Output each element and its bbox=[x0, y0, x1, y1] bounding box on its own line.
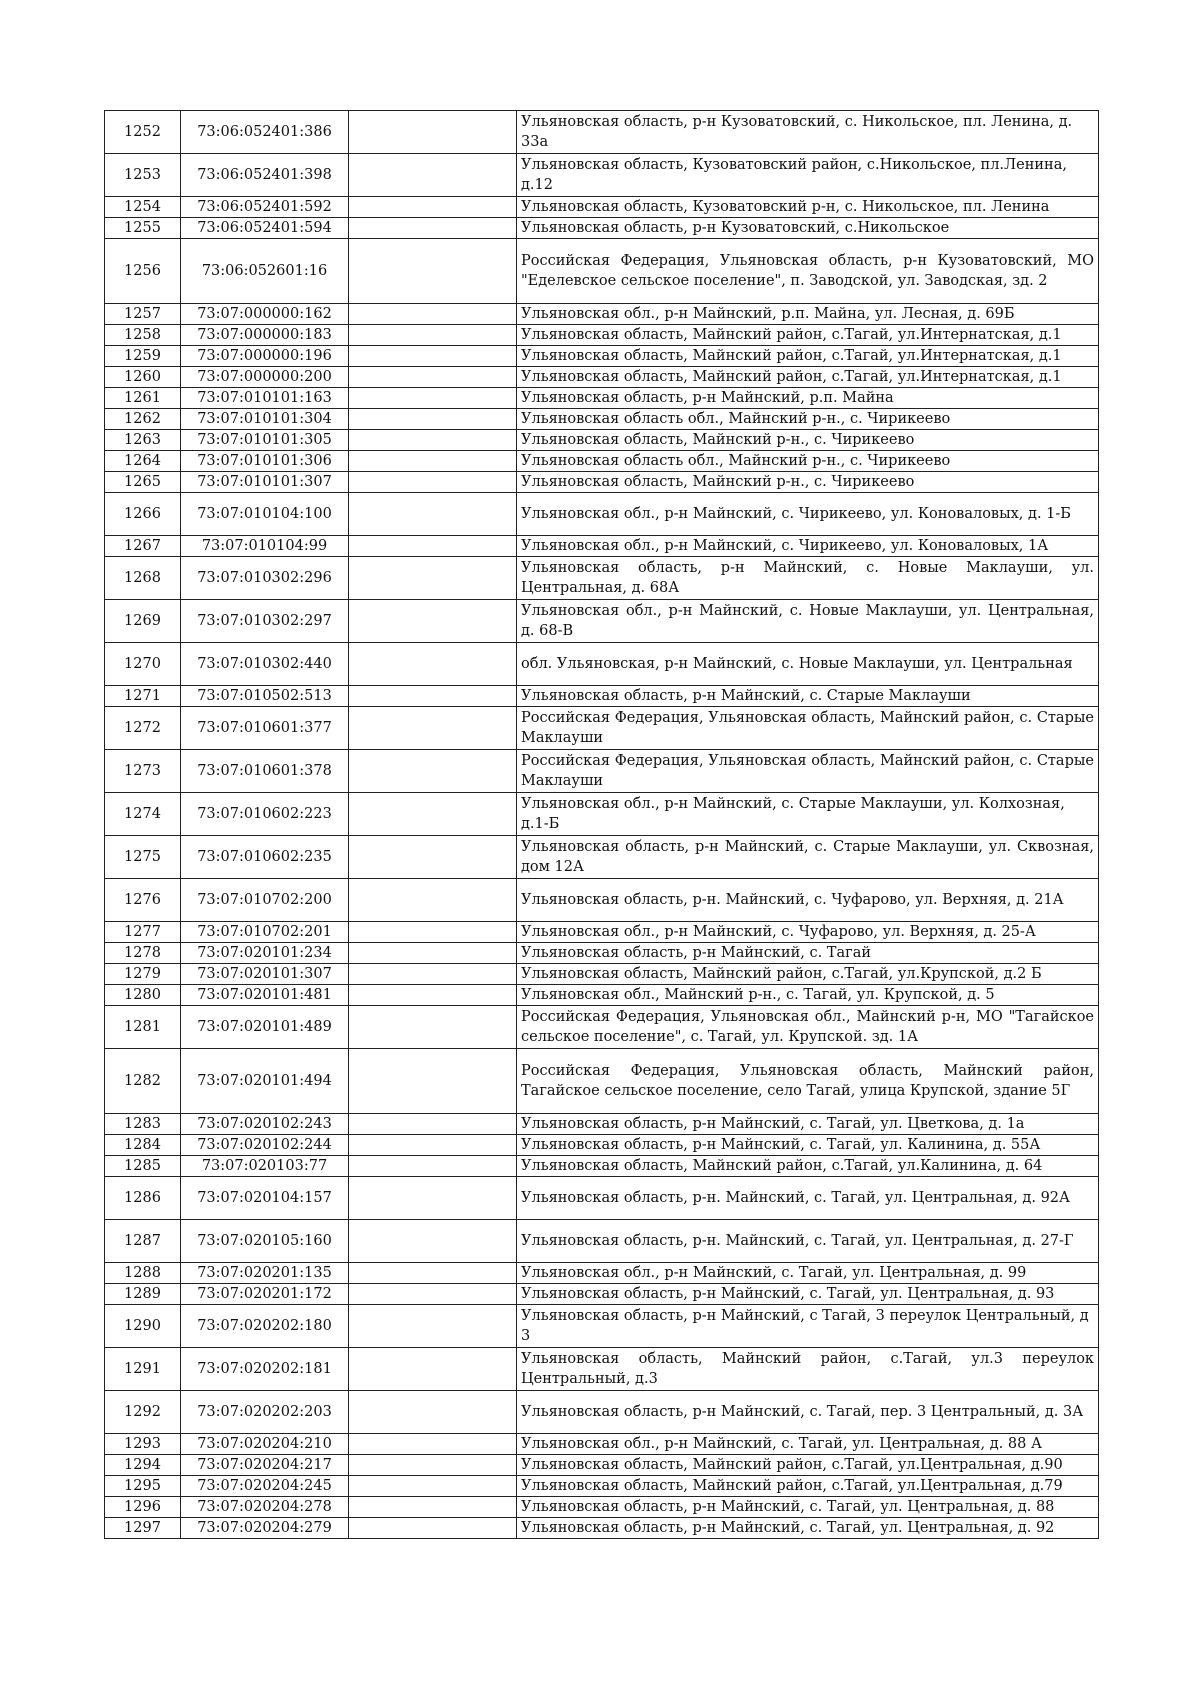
empty-column-cell bbox=[349, 197, 517, 218]
table-row bbox=[105, 879, 1099, 922]
empty-column-cell bbox=[349, 1135, 517, 1156]
address-cell: Ульяновская область, р-н Майнский, с. Новые Маклауши, ул. Центральная, д. 68А bbox=[517, 557, 1099, 600]
address-cell: Ульяновская область, р-н Майнский, с. Тагай, ул. Центральная, д. 93 bbox=[517, 1284, 1099, 1305]
empty-column-cell bbox=[349, 793, 517, 836]
address-cell: Ульяновская область, р-н Майнский, с. Старые Маклауши, ул. Сквозная, дом 12А bbox=[517, 836, 1099, 879]
empty-column-cell bbox=[349, 1156, 517, 1177]
row-number-cell: 1256 bbox=[105, 239, 181, 304]
cadastral-number-cell: 73:07:020202:180 bbox=[181, 1305, 349, 1348]
empty-column-cell bbox=[349, 1455, 517, 1476]
cadastral-number-cell: 73:07:020204:245 bbox=[181, 1476, 349, 1497]
address-cell: Ульяновская область, Майнский р-н., с. Чирикеево bbox=[517, 430, 1099, 451]
address-cell: обл. Ульяновская, р-н Майнский, с. Новые Маклауши, ул. Центральная bbox=[517, 643, 1099, 686]
table-row bbox=[105, 1455, 1099, 1476]
row-number-cell: 1254 bbox=[105, 197, 181, 218]
address-cell: Российская Федерация, Ульяновская обл., Майнский р-н, МО "Тагайское сельское поселение", с. Тагай, ул. Крупской. зд. 1А bbox=[517, 1006, 1099, 1049]
row-number-cell: 1259 bbox=[105, 346, 181, 367]
table-row bbox=[105, 750, 1099, 793]
row-number-cell: 1257 bbox=[105, 304, 181, 325]
empty-column-cell bbox=[349, 1220, 517, 1263]
address-cell: Ульяновская область, р-н Майнский, р.п. Майна bbox=[517, 388, 1099, 409]
cadastral-number-cell: 73:07:020101:494 bbox=[181, 1049, 349, 1114]
table-row bbox=[105, 346, 1099, 367]
address-cell: Ульяновская обл., р-н Майнский, с. Тагай, ул. Центральная, д. 88 А bbox=[517, 1434, 1099, 1455]
table-row bbox=[105, 493, 1099, 536]
empty-column-cell bbox=[349, 879, 517, 922]
address-cell: Ульяновская область обл., Майнский р-н., с. Чирикеево bbox=[517, 451, 1099, 472]
empty-column-cell bbox=[349, 1177, 517, 1220]
address-cell: Ульяновская область, р-н Майнский, с. Тагай, ул. Центральная, д. 92 bbox=[517, 1518, 1099, 1539]
table-row bbox=[105, 197, 1099, 218]
row-number-cell: 1297 bbox=[105, 1518, 181, 1539]
table-row bbox=[105, 557, 1099, 600]
address-cell: Ульяновская обл., р-н Майнский, р.п. Майна, ул. Лесная, д. 69Б bbox=[517, 304, 1099, 325]
empty-column-cell bbox=[349, 536, 517, 557]
address-cell: Ульяновская область, р-н. Майнский, с. Тагай, ул. Центральная, д. 27-Г bbox=[517, 1220, 1099, 1263]
cadastral-number-cell: 73:07:020204:217 bbox=[181, 1455, 349, 1476]
table-row bbox=[105, 218, 1099, 239]
empty-column-cell bbox=[349, 1263, 517, 1284]
cadastral-number-cell: 73:07:020201:172 bbox=[181, 1284, 349, 1305]
table-row bbox=[105, 1518, 1099, 1539]
empty-column-cell bbox=[349, 388, 517, 409]
table-row bbox=[105, 111, 1099, 154]
empty-column-cell bbox=[349, 600, 517, 643]
empty-column-cell bbox=[349, 218, 517, 239]
row-number-cell: 1277 bbox=[105, 922, 181, 943]
table-row bbox=[105, 793, 1099, 836]
empty-column-cell bbox=[349, 836, 517, 879]
row-number-cell: 1288 bbox=[105, 1263, 181, 1284]
table-row bbox=[105, 1006, 1099, 1049]
empty-column-cell bbox=[349, 1305, 517, 1348]
cadastral-number-cell: 73:07:010601:377 bbox=[181, 707, 349, 750]
cadastral-number-cell: 73:07:010602:223 bbox=[181, 793, 349, 836]
row-number-cell: 1289 bbox=[105, 1284, 181, 1305]
cadastral-number-cell: 73:07:000000:200 bbox=[181, 367, 349, 388]
empty-column-cell bbox=[349, 154, 517, 197]
address-cell: Ульяновская область, р-н Майнский, с. Тагай, ул. Центральная, д. 88 bbox=[517, 1497, 1099, 1518]
empty-column-cell bbox=[349, 985, 517, 1006]
cadastral-number-cell: 73:06:052401:592 bbox=[181, 197, 349, 218]
cadastral-number-cell: 73:07:020101:489 bbox=[181, 1006, 349, 1049]
table-row bbox=[105, 985, 1099, 1006]
cadastral-number-cell: 73:07:010702:201 bbox=[181, 922, 349, 943]
empty-column-cell bbox=[349, 1391, 517, 1434]
document-page bbox=[104, 110, 1098, 1539]
address-cell: Ульяновская область, Майнский р-н., с. Чирикеево bbox=[517, 472, 1099, 493]
table-row bbox=[105, 451, 1099, 472]
cadastral-number-cell: 73:07:010302:297 bbox=[181, 600, 349, 643]
table-row bbox=[105, 325, 1099, 346]
register-table-body bbox=[105, 111, 1099, 1539]
empty-column-cell bbox=[349, 1434, 517, 1455]
address-cell: Ульяновская область, Майнский район, с.Тагай, ул.Интернатская, д.1 bbox=[517, 346, 1099, 367]
row-number-cell: 1272 bbox=[105, 707, 181, 750]
table-row bbox=[105, 1391, 1099, 1434]
row-number-cell: 1267 bbox=[105, 536, 181, 557]
empty-column-cell bbox=[349, 346, 517, 367]
address-cell: Ульяновская обл., р-н Майнский, с. Чуфарово, ул. Верхняя, д. 25-А bbox=[517, 922, 1099, 943]
address-cell: Ульяновская обл., р-н Майнский, с. Чирикеево, ул. Коноваловых, д. 1-Б bbox=[517, 493, 1099, 536]
address-cell: Ульяновская область, р-н. Майнский, с. Чуфарово, ул. Верхняя, д. 21А bbox=[517, 879, 1099, 922]
row-number-cell: 1287 bbox=[105, 1220, 181, 1263]
cadastral-number-cell: 73:07:010702:200 bbox=[181, 879, 349, 922]
property-register-table bbox=[104, 110, 1099, 1539]
cadastral-number-cell: 73:07:010104:99 bbox=[181, 536, 349, 557]
table-row bbox=[105, 943, 1099, 964]
address-cell: Ульяновская область, Майнский район, с.Тагай, ул.Центральная, д.90 bbox=[517, 1455, 1099, 1476]
table-row bbox=[105, 686, 1099, 707]
row-number-cell: 1270 bbox=[105, 643, 181, 686]
row-number-cell: 1279 bbox=[105, 964, 181, 985]
row-number-cell: 1292 bbox=[105, 1391, 181, 1434]
table-row bbox=[105, 367, 1099, 388]
cadastral-number-cell: 73:06:052401:594 bbox=[181, 218, 349, 239]
address-cell: Ульяновская обл., р-н Майнский, с. Новые Маклауши, ул. Центральная, д. 68-В bbox=[517, 600, 1099, 643]
table-row bbox=[105, 1114, 1099, 1135]
address-cell: Ульяновская область, Майнский район, с.Тагай, ул.Крупской, д.2 Б bbox=[517, 964, 1099, 985]
table-row bbox=[105, 536, 1099, 557]
table-row bbox=[105, 643, 1099, 686]
address-cell: Ульяновская область, р-н Майнский, с Тагай, 3 переулок Центральный, д 3 bbox=[517, 1305, 1099, 1348]
cadastral-number-cell: 73:07:020102:244 bbox=[181, 1135, 349, 1156]
row-number-cell: 1260 bbox=[105, 367, 181, 388]
table-row bbox=[105, 1135, 1099, 1156]
row-number-cell: 1282 bbox=[105, 1049, 181, 1114]
row-number-cell: 1271 bbox=[105, 686, 181, 707]
empty-column-cell bbox=[349, 922, 517, 943]
empty-column-cell bbox=[349, 111, 517, 154]
row-number-cell: 1291 bbox=[105, 1348, 181, 1391]
table-row bbox=[105, 1156, 1099, 1177]
cadastral-number-cell: 73:07:010101:306 bbox=[181, 451, 349, 472]
row-number-cell: 1278 bbox=[105, 943, 181, 964]
empty-column-cell bbox=[349, 750, 517, 793]
row-number-cell: 1273 bbox=[105, 750, 181, 793]
table-row bbox=[105, 430, 1099, 451]
table-row bbox=[105, 1476, 1099, 1497]
row-number-cell: 1255 bbox=[105, 218, 181, 239]
cadastral-number-cell: 73:07:020204:210 bbox=[181, 1434, 349, 1455]
empty-column-cell bbox=[349, 707, 517, 750]
address-cell: Ульяновская область, Майнский район, с.Тагай, ул.Центральная, д.79 bbox=[517, 1476, 1099, 1497]
row-number-cell: 1268 bbox=[105, 557, 181, 600]
table-row bbox=[105, 600, 1099, 643]
empty-column-cell bbox=[349, 686, 517, 707]
row-number-cell: 1283 bbox=[105, 1114, 181, 1135]
row-number-cell: 1265 bbox=[105, 472, 181, 493]
row-number-cell: 1295 bbox=[105, 1476, 181, 1497]
address-cell: Ульяновская область, р-н Майнский, с. Тагай, ул. Калинина, д. 55А bbox=[517, 1135, 1099, 1156]
table-row bbox=[105, 1497, 1099, 1518]
row-number-cell: 1285 bbox=[105, 1156, 181, 1177]
cadastral-number-cell: 73:07:000000:183 bbox=[181, 325, 349, 346]
empty-column-cell bbox=[349, 367, 517, 388]
address-cell: Ульяновская область, Майнский район, с.Тагай, ул.Интернатская, д.1 bbox=[517, 367, 1099, 388]
table-row bbox=[105, 1284, 1099, 1305]
cadastral-number-cell: 73:07:000000:162 bbox=[181, 304, 349, 325]
empty-column-cell bbox=[349, 325, 517, 346]
address-cell: Российская Федерация, Ульяновская область, р-н Кузоватовский, МО "Еделевское сельское поселение", п. Заводской, ул. Заводская, зд. 2 bbox=[517, 239, 1099, 304]
row-number-cell: 1274 bbox=[105, 793, 181, 836]
cadastral-number-cell: 73:07:020101:307 bbox=[181, 964, 349, 985]
row-number-cell: 1258 bbox=[105, 325, 181, 346]
row-number-cell: 1286 bbox=[105, 1177, 181, 1220]
table-row bbox=[105, 1434, 1099, 1455]
row-number-cell: 1293 bbox=[105, 1434, 181, 1455]
row-number-cell: 1266 bbox=[105, 493, 181, 536]
cadastral-number-cell: 73:06:052401:398 bbox=[181, 154, 349, 197]
cadastral-number-cell: 73:07:010101:307 bbox=[181, 472, 349, 493]
cadastral-number-cell: 73:07:010101:163 bbox=[181, 388, 349, 409]
empty-column-cell bbox=[349, 451, 517, 472]
cadastral-number-cell: 73:07:010104:100 bbox=[181, 493, 349, 536]
cadastral-number-cell: 73:07:020102:243 bbox=[181, 1114, 349, 1135]
empty-column-cell bbox=[349, 409, 517, 430]
empty-column-cell bbox=[349, 557, 517, 600]
empty-column-cell bbox=[349, 1497, 517, 1518]
empty-column-cell bbox=[349, 1348, 517, 1391]
table-row bbox=[105, 239, 1099, 304]
row-number-cell: 1264 bbox=[105, 451, 181, 472]
table-row bbox=[105, 836, 1099, 879]
cadastral-number-cell: 73:07:010502:513 bbox=[181, 686, 349, 707]
cadastral-number-cell: 73:07:010101:304 bbox=[181, 409, 349, 430]
address-cell: Российская Федерация, Ульяновская область, Майнский район, с. Старые Маклауши bbox=[517, 707, 1099, 750]
table-row bbox=[105, 154, 1099, 197]
table-row bbox=[105, 1305, 1099, 1348]
table-row bbox=[105, 1220, 1099, 1263]
empty-column-cell bbox=[349, 1006, 517, 1049]
address-cell: Ульяновская область, Майнский район, с.Тагай, ул.Интернатская, д.1 bbox=[517, 325, 1099, 346]
row-number-cell: 1281 bbox=[105, 1006, 181, 1049]
table-row bbox=[105, 1263, 1099, 1284]
cadastral-number-cell: 73:07:020201:135 bbox=[181, 1263, 349, 1284]
address-cell: Российская Федерация, Ульяновская область, Майнский район, Тагайское сельское поселение, село Тагай, улица Крупской, здание 5Г bbox=[517, 1049, 1099, 1114]
cadastral-number-cell: 73:07:020101:481 bbox=[181, 985, 349, 1006]
cadastral-number-cell: 73:07:020204:278 bbox=[181, 1497, 349, 1518]
empty-column-cell bbox=[349, 964, 517, 985]
empty-column-cell bbox=[349, 1114, 517, 1135]
cadastral-number-cell: 73:07:000000:196 bbox=[181, 346, 349, 367]
row-number-cell: 1269 bbox=[105, 600, 181, 643]
cadastral-number-cell: 73:07:020101:234 bbox=[181, 943, 349, 964]
empty-column-cell bbox=[349, 1049, 517, 1114]
empty-column-cell bbox=[349, 430, 517, 451]
address-cell: Ульяновская область, р-н Майнский, с. Тагай bbox=[517, 943, 1099, 964]
table-row bbox=[105, 922, 1099, 943]
cadastral-number-cell: 73:07:010302:440 bbox=[181, 643, 349, 686]
empty-column-cell bbox=[349, 1284, 517, 1305]
address-cell: Ульяновская область, Майнский район, с.Тагай, ул.3 переулок Центральный, д.3 bbox=[517, 1348, 1099, 1391]
empty-column-cell bbox=[349, 943, 517, 964]
table-row bbox=[105, 1049, 1099, 1114]
empty-column-cell bbox=[349, 643, 517, 686]
address-cell: Ульяновская область обл., Майнский р-н., с. Чирикеево bbox=[517, 409, 1099, 430]
cadastral-number-cell: 73:07:020202:203 bbox=[181, 1391, 349, 1434]
address-cell: Ульяновская область, р-н Майнский, с. Тагай, ул. Цветкова, д. 1а bbox=[517, 1114, 1099, 1135]
row-number-cell: 1290 bbox=[105, 1305, 181, 1348]
table-row bbox=[105, 304, 1099, 325]
empty-column-cell bbox=[349, 239, 517, 304]
row-number-cell: 1263 bbox=[105, 430, 181, 451]
cadastral-number-cell: 73:07:020104:157 bbox=[181, 1177, 349, 1220]
table-row bbox=[105, 1348, 1099, 1391]
empty-column-cell bbox=[349, 304, 517, 325]
cadastral-number-cell: 73:07:020105:160 bbox=[181, 1220, 349, 1263]
empty-column-cell bbox=[349, 1518, 517, 1539]
address-cell: Ульяновская область, р-н Майнский, с. Тагай, пер. 3 Центральный, д. 3А bbox=[517, 1391, 1099, 1434]
row-number-cell: 1294 bbox=[105, 1455, 181, 1476]
row-number-cell: 1276 bbox=[105, 879, 181, 922]
empty-column-cell bbox=[349, 493, 517, 536]
cadastral-number-cell: 73:07:020103:77 bbox=[181, 1156, 349, 1177]
cadastral-number-cell: 73:07:010101:305 bbox=[181, 430, 349, 451]
table-row bbox=[105, 1177, 1099, 1220]
address-cell: Ульяновская область, Майнский район, с.Тагай, ул.Калинина, д. 64 bbox=[517, 1156, 1099, 1177]
row-number-cell: 1280 bbox=[105, 985, 181, 1006]
address-cell: Ульяновская область, р-н Кузоватовский, с. Никольское, пл. Ленина, д. 33а bbox=[517, 111, 1099, 154]
address-cell: Ульяновская область, р-н Майнский, с. Старые Маклауши bbox=[517, 686, 1099, 707]
address-cell: Ульяновская обл., р-н Майнский, с. Чирикеево, ул. Коноваловых, 1А bbox=[517, 536, 1099, 557]
table-row bbox=[105, 707, 1099, 750]
cadastral-number-cell: 73:06:052401:386 bbox=[181, 111, 349, 154]
cadastral-number-cell: 73:07:010601:378 bbox=[181, 750, 349, 793]
address-cell: Ульяновская обл., р-н Майнский, с. Тагай, ул. Центральная, д. 99 bbox=[517, 1263, 1099, 1284]
empty-column-cell bbox=[349, 472, 517, 493]
table-row bbox=[105, 964, 1099, 985]
cadastral-number-cell: 73:07:010602:235 bbox=[181, 836, 349, 879]
cadastral-number-cell: 73:07:020204:279 bbox=[181, 1518, 349, 1539]
cadastral-number-cell: 73:06:052601:16 bbox=[181, 239, 349, 304]
table-row bbox=[105, 409, 1099, 430]
row-number-cell: 1253 bbox=[105, 154, 181, 197]
row-number-cell: 1284 bbox=[105, 1135, 181, 1156]
address-cell: Ульяновская обл., р-н Майнский, с. Старые Маклауши, ул. Колхозная, д.1-Б bbox=[517, 793, 1099, 836]
address-cell: Российская Федерация, Ульяновская область, Майнский район, с. Старые Маклауши bbox=[517, 750, 1099, 793]
cadastral-number-cell: 73:07:010302:296 bbox=[181, 557, 349, 600]
row-number-cell: 1296 bbox=[105, 1497, 181, 1518]
row-number-cell: 1252 bbox=[105, 111, 181, 154]
table-row bbox=[105, 472, 1099, 493]
empty-column-cell bbox=[349, 1476, 517, 1497]
address-cell: Ульяновская область, Кузоватовский район, с.Никольское, пл.Ленина, д.12 bbox=[517, 154, 1099, 197]
cadastral-number-cell: 73:07:020202:181 bbox=[181, 1348, 349, 1391]
address-cell: Ульяновская область, р-н Кузоватовский, с.Никольское bbox=[517, 218, 1099, 239]
address-cell: Ульяновская область, Кузоватовский р-н, с. Никольское, пл. Ленина bbox=[517, 197, 1099, 218]
address-cell: Ульяновская область, р-н. Майнский, с. Тагай, ул. Центральная, д. 92А bbox=[517, 1177, 1099, 1220]
row-number-cell: 1275 bbox=[105, 836, 181, 879]
row-number-cell: 1262 bbox=[105, 409, 181, 430]
table-row bbox=[105, 388, 1099, 409]
address-cell: Ульяновская обл., Майнский р-н., с. Тагай, ул. Крупской, д. 5 bbox=[517, 985, 1099, 1006]
row-number-cell: 1261 bbox=[105, 388, 181, 409]
